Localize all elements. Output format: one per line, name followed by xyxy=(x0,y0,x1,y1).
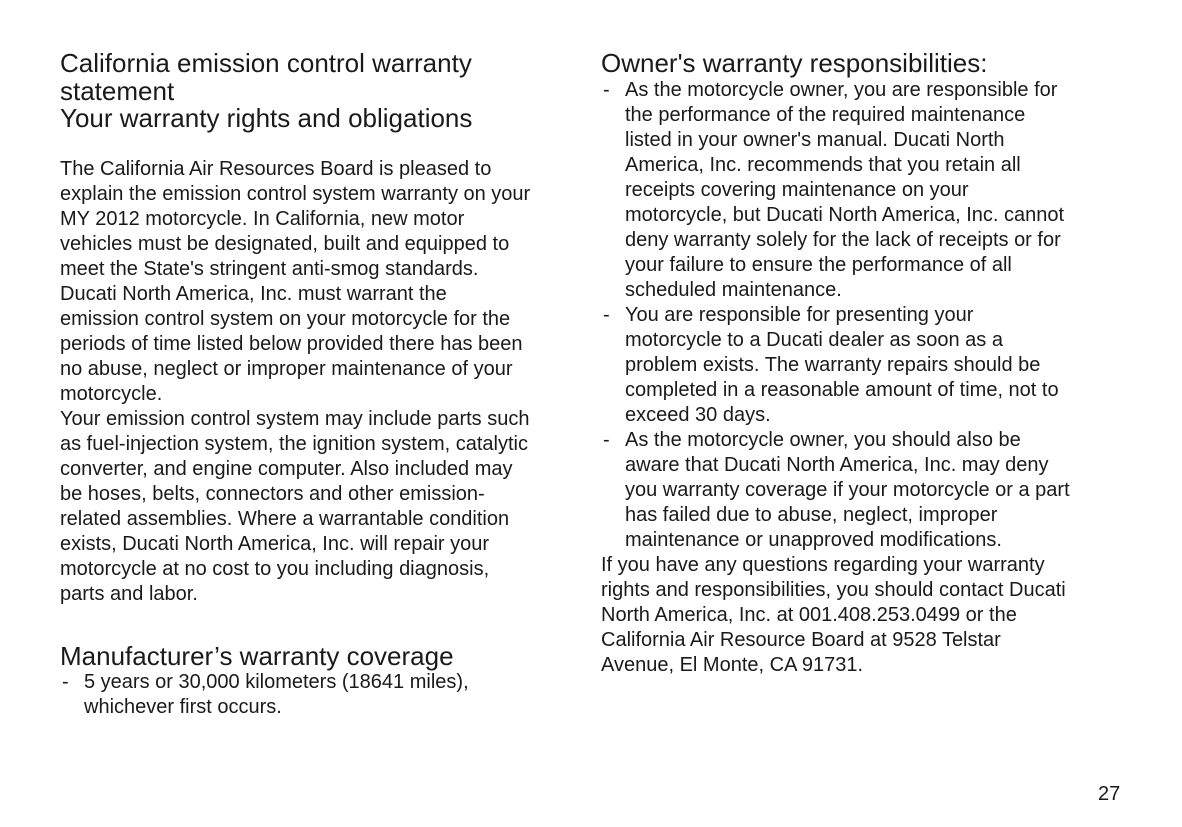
text-line: motorcycle, but Ducati North America, Inc. cannot xyxy=(625,203,1065,226)
text-line: no abuse, neglect or improper maintenance of your xyxy=(60,357,513,380)
text-line: emission control system on your motorcycle for the xyxy=(60,307,511,330)
text-line: motorcycle to a Ducati dealer as soon as a xyxy=(625,328,1003,351)
text-line: America, Inc. recommends that you retain all xyxy=(625,153,1021,176)
text-line: As the motorcycle owner, you are responsible for xyxy=(625,78,1058,101)
list-item xyxy=(601,428,1121,553)
page-number: 27 xyxy=(1098,783,1121,805)
bullet-dash: - xyxy=(603,303,610,326)
text-line: related assemblies. Where a warrantable condition xyxy=(60,507,510,530)
text-line: be hoses, belts, connectors and other emission- xyxy=(60,482,485,505)
text-line: problem exists. The warranty repairs should be xyxy=(625,353,1041,376)
text-line: If you have any questions regarding your warranty xyxy=(601,553,1045,576)
text-line: North America, Inc. at 001.408.253.0499 or the xyxy=(601,603,1017,626)
text-line: has failed due to abuse, neglect, improper xyxy=(625,503,998,526)
text-line: Ducati North America, Inc. must warrant the xyxy=(60,282,447,305)
right-column xyxy=(601,50,1121,678)
text-line: You are responsible for presenting your xyxy=(625,303,974,326)
responsibilities-list xyxy=(601,78,1121,553)
text-line: your failure to ensure the performance of all xyxy=(625,253,1012,276)
text-line: converter, and engine computer. Also included may xyxy=(60,457,513,480)
coverage-bullet xyxy=(60,670,580,720)
text-line: MY 2012 motorcycle. In California, new motor xyxy=(60,207,465,230)
text-line: exceed 30 days. xyxy=(625,403,771,426)
text-line: motorcycle at no cost to you including diagnosis, xyxy=(60,557,490,580)
text-line: the performance of the required maintenance xyxy=(625,103,1026,126)
text-line: aware that Ducati North America, Inc. may deny xyxy=(625,453,1049,476)
text-line: motorcycle. xyxy=(60,382,163,405)
text-line: whichever first occurs. xyxy=(84,696,282,718)
text-line: 5 years or 30,000 kilometers (18641 miles), xyxy=(84,671,469,693)
section-title xyxy=(60,50,580,133)
coverage-title: Manufacturer’s warranty coverage xyxy=(60,640,454,671)
text-line: statement xyxy=(60,75,175,106)
text-line: Avenue, El Monte, CA 91731. xyxy=(601,653,864,676)
bullet-dash: - xyxy=(603,428,610,451)
text-line: Your warranty rights and obligations xyxy=(60,103,473,133)
text-line: listed in your owner's manual. Ducati North xyxy=(625,128,1005,151)
text-line: As the motorcycle owner, you should also be xyxy=(625,428,1021,451)
text-line: deny warranty solely for the lack of receipts or for xyxy=(625,228,1061,251)
closing-paragraph xyxy=(601,553,1121,678)
text-line: periods of time listed below provided there has been xyxy=(60,332,523,355)
text-line: completed in a reasonable amount of time, not to xyxy=(625,378,1059,401)
text-line: California emission control warranty xyxy=(60,48,472,78)
text-line: Your emission control system may include parts such xyxy=(60,407,530,430)
text-line: exists, Ducati North America, Inc. will repair your xyxy=(60,532,490,555)
list-item xyxy=(601,303,1121,428)
intro-paragraph xyxy=(60,157,580,607)
text-line: maintenance or unapproved modifications. xyxy=(625,528,1002,551)
text-line: vehicles must be designated, built and equipped to xyxy=(60,232,510,255)
text-line: as fuel-injection system, the ignition system, catalytic xyxy=(60,432,528,455)
text-line: receipts covering maintenance on your xyxy=(625,178,969,201)
text-line: parts and labor. xyxy=(60,582,198,605)
text-line: The California Air Resources Board is pleased to xyxy=(60,157,492,180)
text-line: scheduled maintenance. xyxy=(625,278,842,301)
text-line: rights and responsibilities, you should contact Ducati xyxy=(601,578,1066,601)
list-item xyxy=(601,78,1121,303)
text-line: explain the emission control system warranty on your xyxy=(60,182,531,205)
text-line: meet the State's stringent anti-smog standards. xyxy=(60,257,479,280)
responsibilities-title: Owner's warranty responsibilities: xyxy=(601,48,988,78)
text-line: California Air Resource Board at 9528 Telstar xyxy=(601,628,1001,651)
bullet-dash: - xyxy=(62,671,69,693)
text-line: you warranty coverage if your motorcycle or a part xyxy=(625,478,1070,501)
bullet-dash: - xyxy=(603,78,610,101)
left-column xyxy=(60,50,580,720)
